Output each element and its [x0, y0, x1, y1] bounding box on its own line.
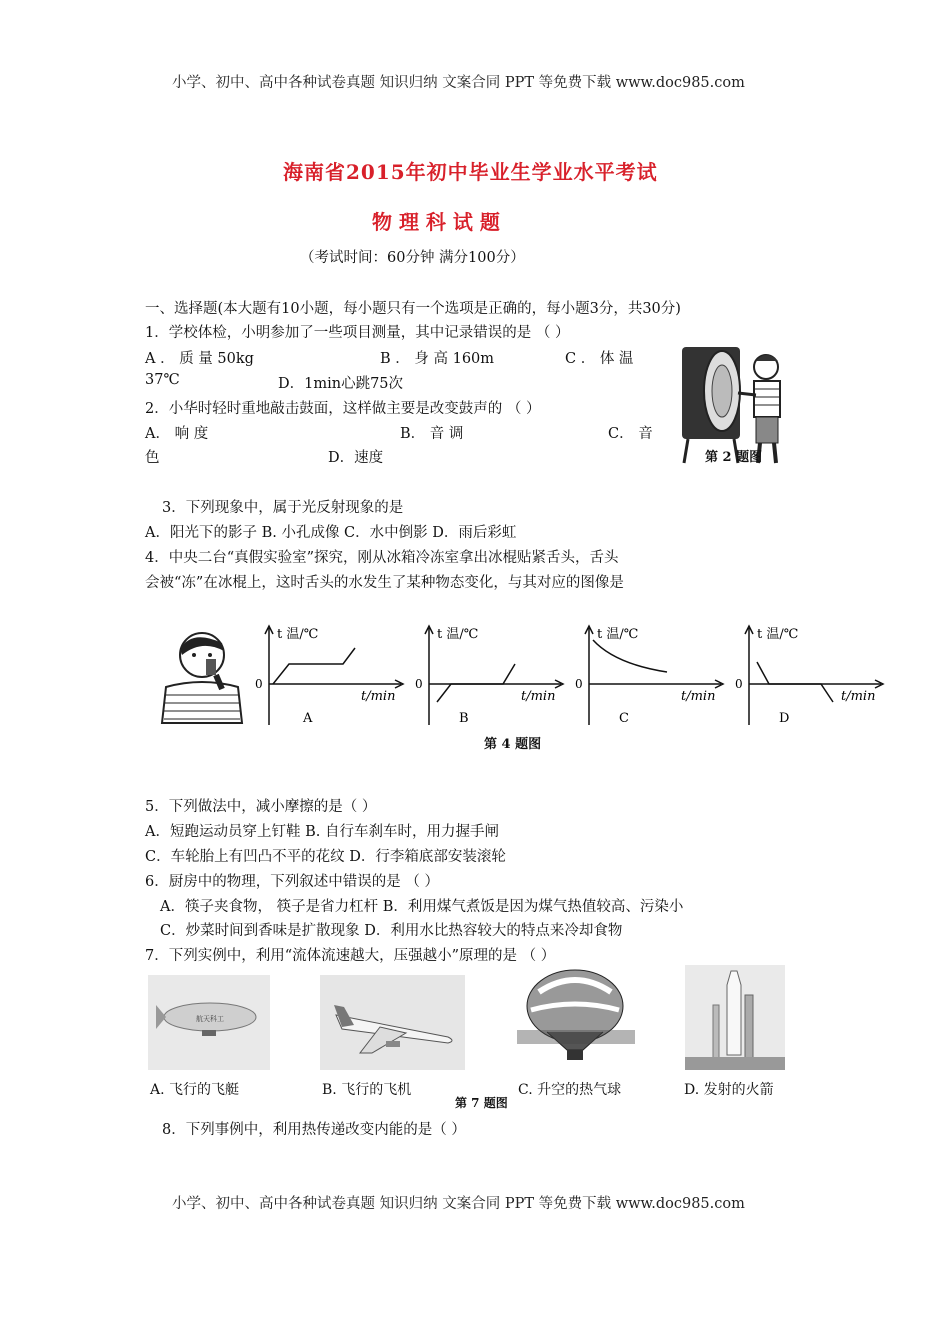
q7-rocket-photo	[685, 965, 785, 1070]
q8-stem: 8．下列事例中，利用热传递改变内能的是（ ）	[162, 1122, 466, 1138]
q3-stem: 3．下列现象中，属于光反射现象的是	[162, 500, 404, 516]
q7-caption-a: A. 飞行的飞艇	[150, 1082, 240, 1098]
q6-options-ab: A．筷子夹食物， 筷子是省力杠杆 B．利用煤气煮饭是因为煤气热值较高、污染小	[160, 899, 684, 915]
graph-a-ylabel: t 温/℃	[277, 627, 319, 642]
q2-option-a: A． 响 度	[145, 426, 209, 442]
q4-stem-line2: 会被“冻”在冰棍上，这时舌头的水发生了某种物态变化，与其对应的图像是	[145, 575, 624, 591]
page-footer: 小学、初中、高中各种试卷真题 知识归纳 文案合同 PPT 等免费下载 www.doc985.com	[172, 1196, 745, 1212]
graph-d	[735, 626, 883, 726]
graph-d-xlabel: t/min	[841, 689, 876, 704]
q4-graphs	[255, 620, 895, 730]
q7-airship-photo	[148, 975, 270, 1070]
q1-option-b: B ． 身 高 160m	[380, 351, 495, 367]
q1-option-c-value: 37℃	[145, 372, 180, 388]
graph-a-label: A	[303, 711, 313, 726]
q4-stem-line1: 4．中央二台“真假实验室”探究，刚从冰箱冷冻室拿出冰棍贴紧舌头，舌头	[145, 550, 619, 566]
graph-c-label: C	[619, 711, 629, 726]
q2-option-c-cont: 色	[145, 450, 160, 466]
q2-option-b: B． 音 调	[400, 426, 464, 442]
graph-b	[415, 626, 563, 726]
q5-options-ab: A．短跑运动员穿上钉鞋 B. 自行车刹车时，用力握手闸	[145, 824, 499, 840]
graph-b-xlabel: t/min	[521, 689, 556, 704]
q2-stem: 2．小华时轻时重地敲击鼓面，这样做主要是改变鼓声的 （ ）	[145, 401, 541, 417]
q1-option-a: A ． 质 量 50kg	[145, 351, 254, 367]
graph-d-ylabel: t 温/℃	[757, 627, 799, 642]
q5-options-cd: C．车轮胎上有凹凸不平的花纹 D．行李箱底部安装滚轮	[145, 849, 506, 865]
graph-c-ylabel: t 温/℃	[597, 627, 639, 642]
q3-options: A．阳光下的影子 B. 小孔成像 C．水中倒影 D．雨后彩虹	[145, 525, 517, 541]
graph-a-origin: 0	[255, 677, 263, 691]
q7-airplane-photo	[320, 975, 465, 1070]
q1-stem: 1．学校体检，小明参加了一些项目测量，其中记录错误的是 （ ）	[145, 325, 570, 341]
q6-stem: 6．厨房中的物理，下列叙述中错误的是 （ ）	[145, 874, 439, 890]
exam-subtitle: 物 理 科 试 题	[372, 210, 500, 234]
q2-option-c: C． 音	[608, 426, 653, 442]
q7-stem: 7．下列实例中，利用“流体流速越大，压强越小”原理的是 （ ）	[145, 948, 556, 964]
exam-title: 海南省2015年初中毕业生学业水平考试	[283, 160, 658, 184]
q7-caption-d: D. 发射的火箭	[684, 1082, 774, 1098]
graph-b-ylabel: t 温/℃	[437, 627, 479, 642]
q7-caption-c: C. 升空的热气球	[518, 1082, 622, 1098]
q7-caption-b: B. 飞行的飞机	[322, 1082, 412, 1098]
q7-hot-air-balloon-photo	[517, 968, 635, 1073]
graph-b-origin: 0	[415, 677, 423, 691]
svg-text:航天科工: 航天科工	[196, 1015, 224, 1023]
exam-info: （考试时间：60分钟 满分100分）	[300, 250, 525, 266]
q1-option-c: C ． 体 温	[565, 351, 634, 367]
q6-options-cd: C．炒菜时间到香味是扩散现象 D．利用水比热容较大的特点来冷却食物	[160, 923, 623, 939]
graph-a-xlabel: t/min	[361, 689, 396, 704]
graph-c-origin: 0	[575, 677, 583, 691]
q2-option-d: D．速度	[328, 450, 384, 466]
q5-stem: 5．下列做法中，减小摩擦的是（ ）	[145, 799, 377, 815]
q7-figure-caption: 第 7 题图	[455, 1096, 508, 1110]
section-heading: 一、选择题(本大题有10小题，每小题只有一个选项是正确的，每小题3分，共30分)	[145, 301, 681, 317]
q4-figure-caption: 第 4 题图	[484, 737, 542, 752]
q4-boy-figure	[152, 625, 247, 725]
graph-d-origin: 0	[735, 677, 743, 691]
q2-figure-caption: 第 2 题图	[705, 450, 763, 465]
page-header: 小学、初中、高中各种试卷真题 知识归纳 文案合同 PPT 等免费下载 www.doc985.com	[172, 75, 745, 91]
graph-c	[575, 626, 723, 726]
graph-a	[255, 626, 403, 726]
graph-b-label: B	[459, 711, 469, 726]
graph-d-label: D	[779, 711, 790, 726]
q1-option-d: D．1min心跳75次	[278, 376, 404, 392]
graph-c-xlabel: t/min	[681, 689, 716, 704]
